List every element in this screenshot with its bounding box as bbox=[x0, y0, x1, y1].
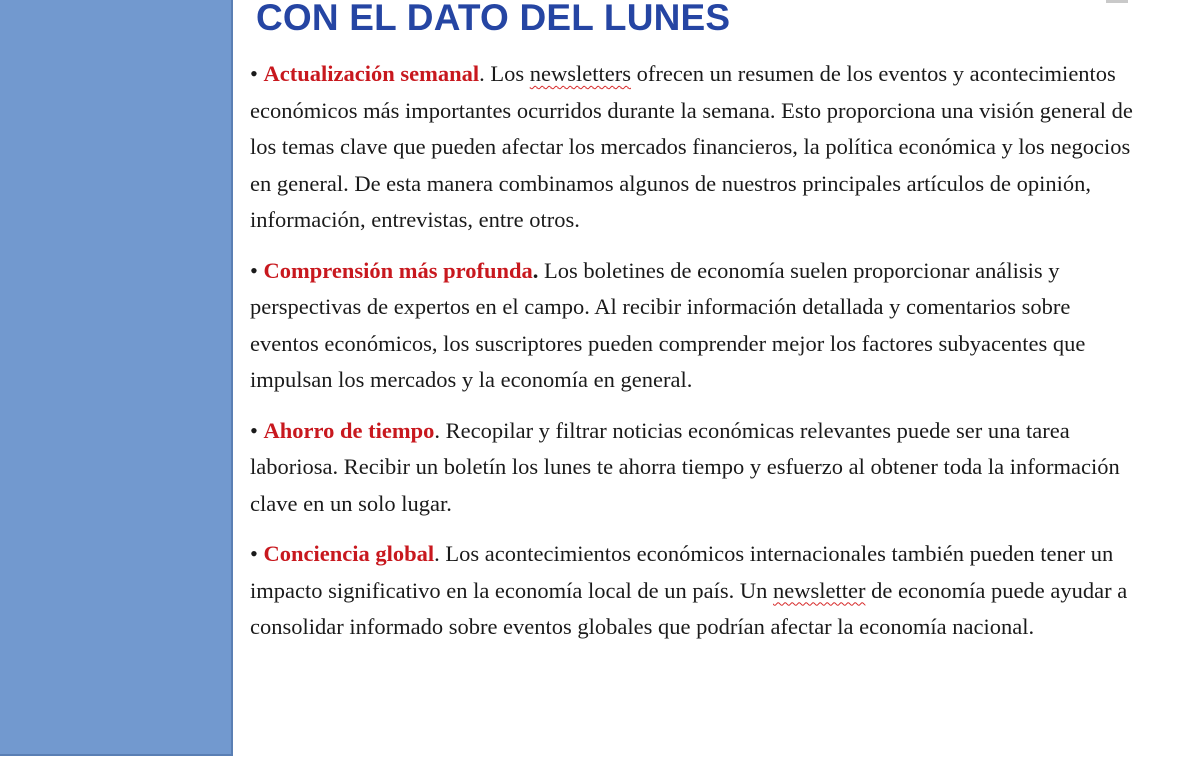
paragraph-text: Recopilar y filtrar noticias económicas relevantes puede ser una tarea laboriosa. Recibir un boletín los lunes te ahorra tiempo y esfuerzo al obtener toda la información clave en un solo lugar. bbox=[250, 417, 1120, 516]
paragraph-conciencia-global bbox=[250, 536, 1140, 646]
page-title: CON EL DATO DEL LUNES bbox=[256, 0, 731, 38]
paragraph-text: Los boletines de economía suelen proporcionar análisis y perspectivas de expertos en el campo. Al recibir información detallada y comentarios sobre eventos económicos, los suscriptores pueden comprender mejor los factores subyacentes que impulsan los mercados y la economía en general. bbox=[250, 257, 1086, 392]
document-body bbox=[250, 56, 1140, 660]
side-color-panel bbox=[0, 0, 233, 756]
paragraph-actualizacion-semanal bbox=[250, 56, 1140, 239]
paragraph-heading: Actualización semanal bbox=[263, 61, 480, 86]
bullet: • bbox=[250, 541, 258, 566]
paragraph-ahorro-tiempo bbox=[250, 413, 1140, 523]
paragraph-heading: Comprensión más profunda bbox=[263, 257, 533, 283]
bullet: • bbox=[250, 257, 258, 283]
paragraph-heading: Ahorro de tiempo bbox=[263, 417, 435, 443]
bullet: • bbox=[250, 417, 258, 443]
page-corner-mark bbox=[1106, 0, 1128, 3]
spellcheck-flagged-word[interactable]: newsletters bbox=[529, 61, 631, 86]
paragraph-text: de economía puede ayudar a consolidar informado sobre eventos globales que podrían afectar la economía nacional. bbox=[250, 577, 1128, 639]
paragraph-heading-period: . bbox=[434, 541, 440, 566]
paragraph-heading-period: . bbox=[479, 61, 485, 86]
paragraph-text: ofrecen un resumen de los eventos y acontecimientos económicos más importantes ocurridos durante la semana. Esto proporciona una visión general de los temas clave que pueden afectar los mercados financieros, la política económica y los negocios en general. De esta manera combinamos algunos de nuestros principales artículos de opinión, información, entrevistas, entre otros. bbox=[250, 61, 1133, 232]
paragraph-heading-period: . bbox=[532, 257, 539, 283]
paragraph-text: Los acontecimientos económicos internacionales también pueden tener un impacto significativo en la economía local de un país. Un bbox=[250, 541, 1114, 603]
paragraph-heading-period: . bbox=[434, 417, 440, 443]
bullet: • bbox=[250, 61, 258, 86]
spellcheck-flagged-word[interactable]: newsletter bbox=[772, 577, 866, 603]
paragraph-heading: Conciencia global bbox=[263, 541, 435, 566]
paragraph-text: Los bbox=[484, 61, 530, 86]
paragraph-comprension-profunda bbox=[250, 253, 1140, 399]
